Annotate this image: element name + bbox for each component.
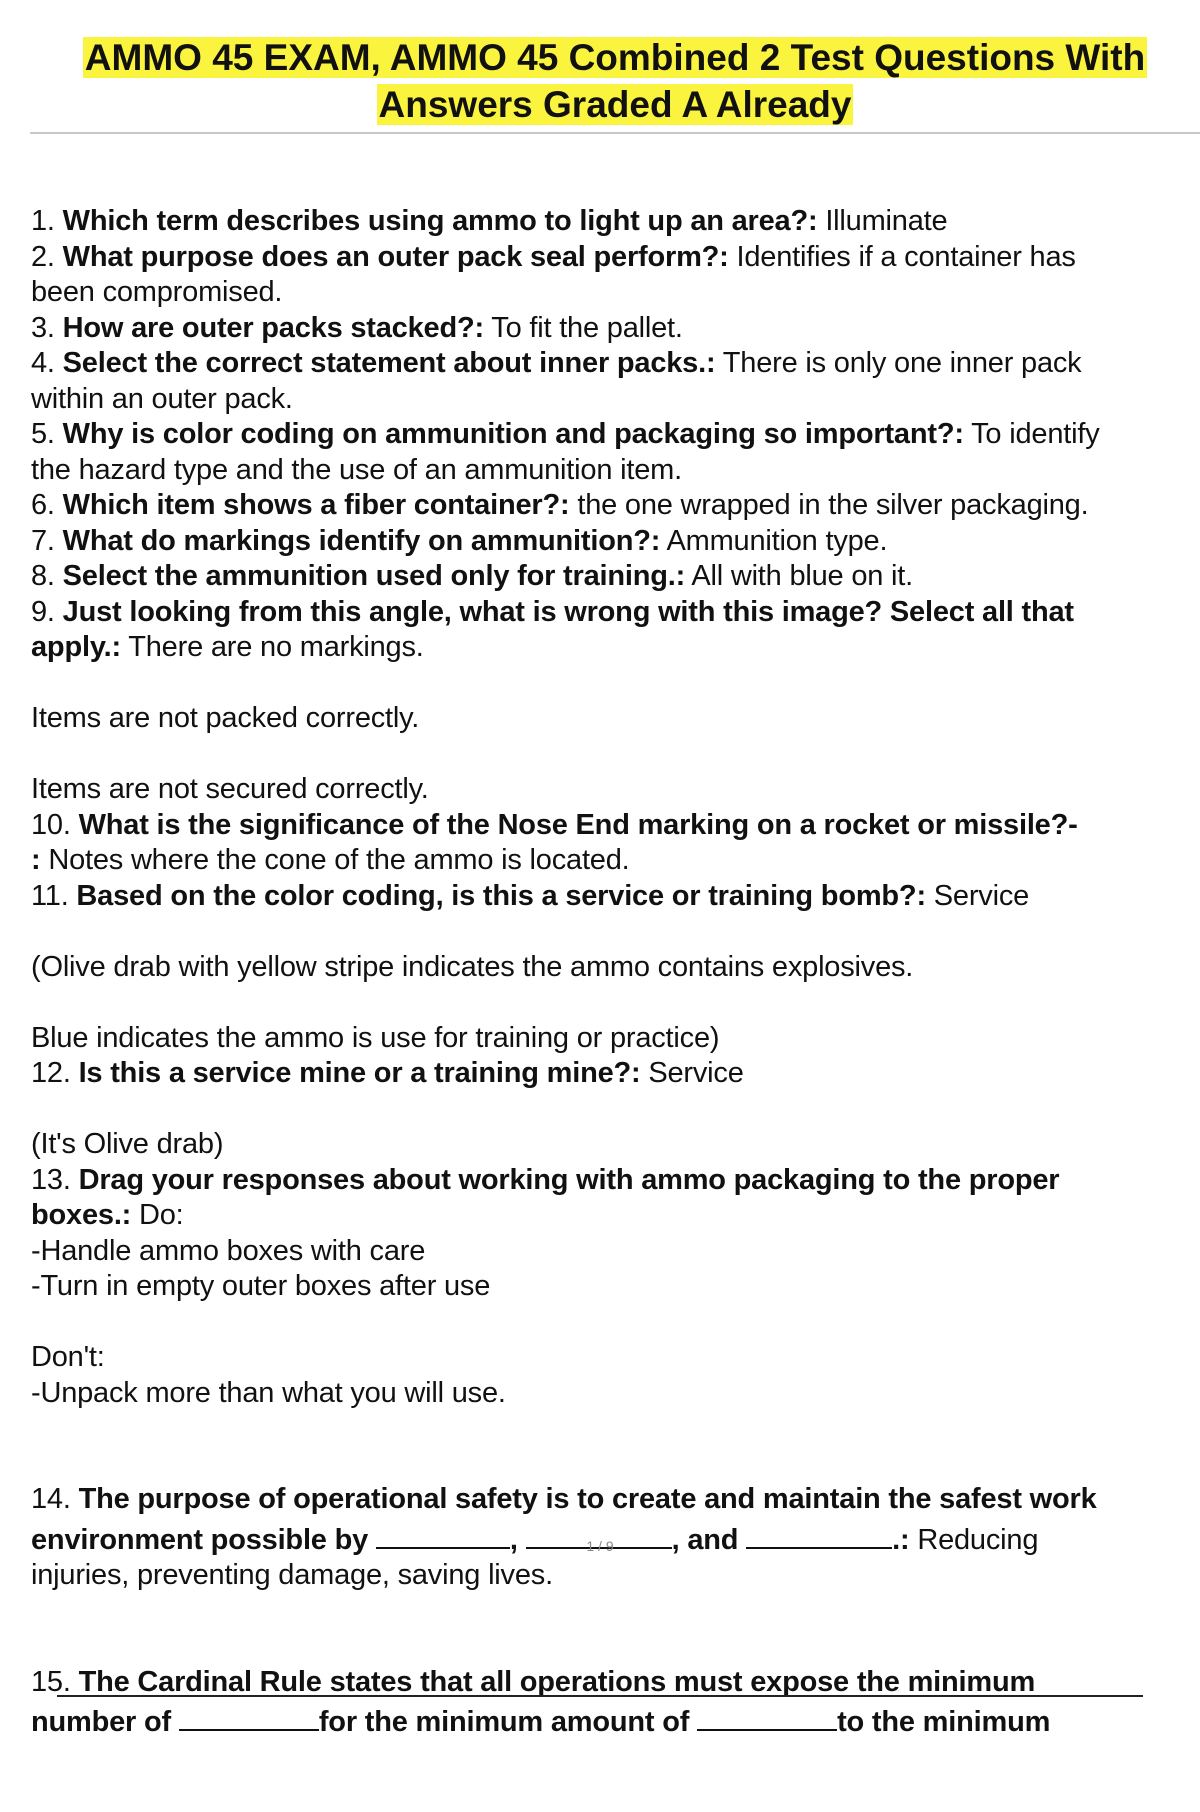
answer-text: There is only one inner pack within an outer pack.	[31, 347, 1082, 415]
list-item	[31, 204, 1200, 240]
list-item	[31, 1056, 1200, 1163]
list-item	[31, 524, 1200, 560]
fill-blank	[179, 1700, 319, 1731]
list-item	[31, 559, 1200, 595]
item-number: 7.	[31, 524, 55, 557]
item-number: 11.	[31, 879, 69, 912]
answer-text: Identifies if a container has been compromised.	[31, 240, 1076, 308]
answer-text: There are no markings. Items are not packed correctly. Items are not secured correctly.	[31, 631, 429, 805]
item-number: 4.	[31, 347, 55, 379]
answer-text: All with blue on it.	[685, 560, 914, 592]
list-item	[31, 488, 1200, 524]
question-text: Which item shows a fiber container?:	[62, 489, 570, 521]
document-title	[30, 34, 1200, 128]
item-number: 9.	[31, 595, 55, 628]
item-number: 13.	[31, 1163, 71, 1196]
question-text: How are outer packs stacked?:	[62, 311, 484, 344]
question-text: The Cardinal Rule states that all operations must expose the minimum number of for the minimum amount of to the minimum	[31, 1665, 1051, 1738]
list-item	[31, 311, 1200, 347]
list-item	[31, 1163, 1200, 1412]
question-text: Is this a service mine or a training mine?:	[78, 1057, 641, 1089]
item-number: 10.	[31, 808, 71, 841]
question-text: The purpose of operational safety is to create and maintain the safest work environment possible by , , and .:	[31, 1483, 1097, 1556]
question-text: Drag your responses about working with ammo packaging to the proper boxes.:	[31, 1163, 1060, 1231]
list-item-15: 15. The Cardinal Rule states that all operations must expose the minimum number of for the minimum amount of to the minimum	[31, 1665, 1051, 1738]
list-item	[31, 808, 1200, 879]
question-text: Select the correct statement about inner packs.:	[62, 347, 716, 379]
item-number: 2.	[31, 240, 55, 273]
question-text: Why is color coding on ammunition and packaging so important?:	[62, 418, 964, 450]
answer-text: To identify the hazard type and the use of an ammunition item.	[31, 418, 1100, 486]
item-number: 1.	[31, 205, 55, 237]
answer-text: Do: -Handle ammo boxes with care -Turn in empty outer boxes after use Don't: -Unpack more than what you will use.	[31, 1199, 506, 1409]
qa-list	[31, 133, 1200, 1812]
answer-text: Ammunition type.	[660, 524, 888, 557]
list-item	[31, 417, 1200, 488]
page-number: 1 / 9	[586, 1538, 614, 1554]
answer-text: To fit the pallet.	[483, 311, 683, 344]
list-item	[31, 879, 1200, 1057]
answer-text: Illuminate	[817, 205, 948, 237]
item-number: 3.	[31, 311, 55, 344]
item-number: 5.	[31, 418, 55, 450]
answer-text: Service (It's Olive drab)	[31, 1057, 744, 1160]
answer-text: Reducing injuries, preventing damage, saving lives.	[31, 1523, 1039, 1591]
item-number: 6.	[31, 489, 55, 521]
fill-blank	[697, 1700, 837, 1731]
answer-text: Service (Olive drab with yellow stripe indicates the ammo contains explosives. Blue indicates the ammo is use for training or practice)	[31, 879, 1030, 1054]
answer-text: Notes where the cone of the ammo is located.	[40, 844, 630, 876]
question-text: Select the ammunition used only for training.:	[62, 560, 686, 592]
question-text: What is the significance of the Nose End marking on a rocket or missile?- :	[31, 808, 1078, 876]
list-item-14: 14. The purpose of operational safety is to create and maintain the safest work environment possible by , , and .: Reducing injuries, preventing damage, saving lives.	[31, 1483, 1097, 1591]
list-item	[31, 595, 1200, 808]
question-text: Which term describes using ammo to light up an area?:	[62, 205, 818, 237]
list-item	[31, 240, 1200, 311]
question-text: Just looking from this angle, what is wrong with this image? Select all that apply.:	[31, 595, 1074, 663]
question-text: What purpose does an outer pack seal perform?:	[62, 240, 729, 273]
title-line-2: Answers Graded A Already	[378, 84, 852, 125]
question-text: Based on the color coding, is this a service or training bomb?:	[76, 879, 926, 912]
item-number: 12.	[31, 1057, 71, 1089]
item-number: 8.	[31, 560, 55, 592]
title-line-1: AMMO 45 EXAM, AMMO 45 Combined 2 Test Questions With	[84, 37, 1146, 78]
list-item	[31, 346, 1200, 417]
footer-divider	[57, 1695, 1143, 1697]
question-text: What do markings identify on ammunition?:	[62, 524, 661, 557]
answer-text: the one wrapped in the silver packaging.	[569, 489, 1089, 521]
